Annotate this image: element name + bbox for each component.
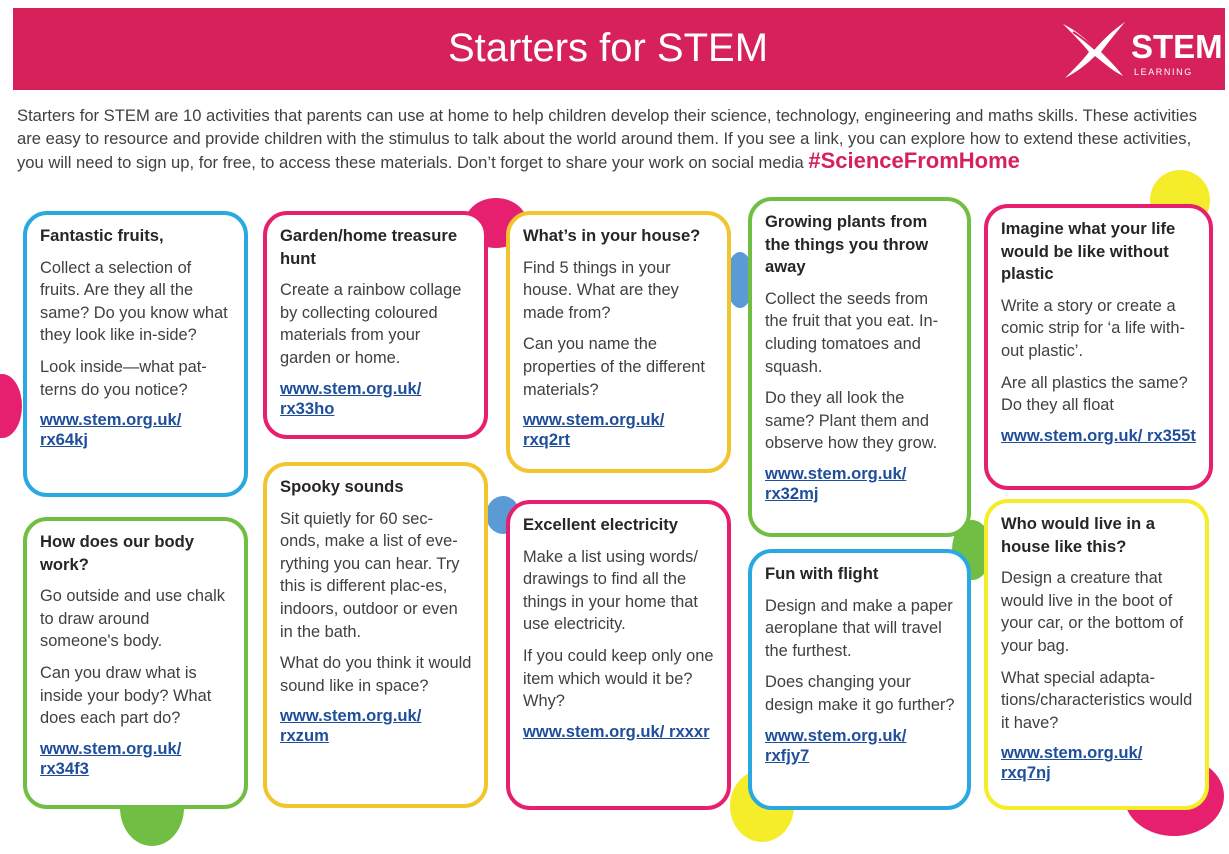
page-title: Starters for STEM xyxy=(447,26,769,70)
card-text: Collect the seeds from the fruit that you eat. In-cluding tomatoes and squash. xyxy=(765,289,939,376)
card-text: Sit quietly for 60 sec-onds, make a list of eve-rything you can hear. Try this is different plac-es, indoors, outdoor or even in the bath. xyxy=(280,509,460,641)
hashtag: #ScienceFromHome xyxy=(808,148,1020,173)
card-text: Do they all look the same? Plant them and observe how they grow. xyxy=(765,389,938,453)
card-text: Can you name the properties of the different materials? xyxy=(523,335,705,399)
card-link[interactable]: www.stem.org.uk/ rx355t xyxy=(1001,425,1196,445)
card-text: What do you think it would sound like in space? xyxy=(280,654,472,695)
card-title: Garden/home treasure hunt xyxy=(280,226,458,268)
card-title: Excellent electricity xyxy=(523,515,678,534)
activity-card-body xyxy=(23,517,248,809)
card-link[interactable]: www.stem.org.uk/ rxq2rt xyxy=(523,410,665,450)
intro-text: Starters for STEM are 10 activities that parents can use at home to help children develop their science, technology, engineering and maths skills. These activities are easy to resource and provide children with the stimulus to talk about the world around them. If you see a link, you can explore how to extend these activities, you will need to sign up, for free, to access these materials. Don’t forget to share your work on social media xyxy=(17,106,1198,172)
card-title: Imagine what your life would be like without plastic xyxy=(1001,219,1176,284)
card-text: Are all plastics the same? Do they all float xyxy=(1001,373,1188,415)
logo-word: STEM xyxy=(1131,28,1223,65)
card-link[interactable]: www.stem.org.uk/ rx33ho xyxy=(280,378,422,418)
card-text: Design a creature that would live in the boot of your car, or the bottom of your bag. xyxy=(1001,569,1184,655)
card-title: What’s in your house? xyxy=(523,226,701,245)
card-link[interactable]: www.stem.org.uk/ rxq7nj xyxy=(1001,743,1143,783)
card-link[interactable]: www.stem.org.uk/ rx32mj xyxy=(765,463,907,503)
card-text: Write a story or create a comic strip for ‘a life with-out plastic’. xyxy=(1001,296,1185,360)
stem-x-icon xyxy=(1059,18,1129,80)
activity-card-fantastic-fruits xyxy=(23,211,248,497)
card-title: Who would live in a house like this? xyxy=(1001,514,1155,556)
activity-card-treasure-hunt xyxy=(263,211,488,439)
card-text: Find 5 things in your house. What are they made from? xyxy=(523,258,679,322)
activity-card-growing-plants xyxy=(748,197,971,537)
card-link[interactable]: www.stem.org.uk/ rxxxr xyxy=(523,721,710,741)
activity-card-spooky-sounds xyxy=(263,462,488,808)
decor-dot-pink-left xyxy=(0,374,22,438)
card-text: Look inside—what pat-terns do you notice? xyxy=(40,357,207,399)
logo-subtitle: LEARNING xyxy=(1134,67,1193,77)
card-link[interactable]: www.stem.org.uk/ rxzum xyxy=(280,706,422,746)
card-text: If you could keep only one item which would it be? Why? xyxy=(523,646,714,711)
card-title: Fun with flight xyxy=(765,564,879,583)
card-text: Does changing your design make it go further? xyxy=(765,673,955,714)
card-text: Design and make a paper aeroplane that will travel the furthest. xyxy=(765,596,953,660)
card-text: What special adapta-tions/characteristics would it have? xyxy=(1001,668,1193,732)
card-title: Fantastic fruits, xyxy=(40,226,164,245)
activity-card-electricity xyxy=(506,500,731,810)
card-link[interactable]: www.stem.org.uk/ rxfjy7 xyxy=(765,725,907,765)
card-title: How does our body work? xyxy=(40,532,194,574)
intro-paragraph xyxy=(17,105,1217,175)
activity-card-plastic xyxy=(984,204,1213,490)
card-title: Growing plants from the things you throw away xyxy=(765,212,929,277)
card-text: Can you draw what is inside your body? What does each part do? xyxy=(40,663,212,728)
activity-card-house xyxy=(506,211,731,473)
activity-card-flight xyxy=(748,549,971,810)
activity-card-creature xyxy=(984,499,1209,810)
card-text: Collect a selection of fruits. Are they all the same? Do you know what they look like in-side? xyxy=(40,258,228,345)
card-text: Create a rainbow collage by collecting coloured materials from your garden or home. xyxy=(280,281,462,367)
header-banner xyxy=(13,8,1225,90)
stem-learning-logo xyxy=(1059,18,1223,80)
card-text: Make a list using words/ drawings to find all the things in your home that use electricity. xyxy=(523,547,698,634)
card-link[interactable]: www.stem.org.uk/ rx64kj xyxy=(40,410,182,450)
card-link[interactable]: www.stem.org.uk/ rx34f3 xyxy=(40,738,182,778)
card-title: Spooky sounds xyxy=(280,477,404,496)
card-text: Go outside and use chalk to draw around someone's body. xyxy=(40,587,225,651)
